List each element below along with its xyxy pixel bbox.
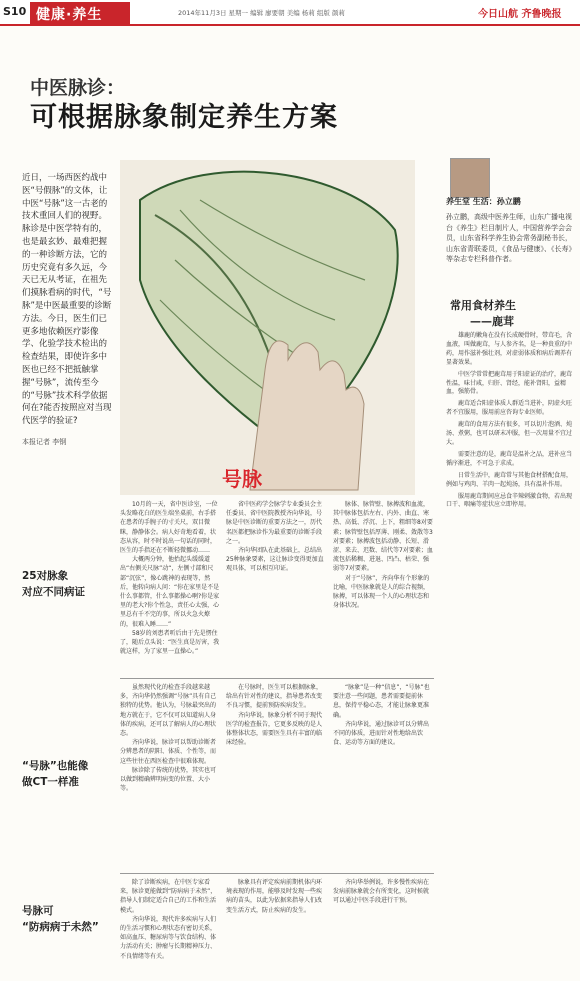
masthead [0,0,580,26]
author-photo [450,158,490,198]
article-column-2: 省中医药学会脉学专业委员会主任委员、省中医院教授齐向华说，号脉是中医诊断的重要方法之一，历代名医都把脉诊作为最重要的诊断手段之一。 齐向华团队在此基础上，总结出25种脉象要素，这让脉诊变得更加直观具体，可以相互印证。 [226,501,324,573]
sidebar-paragraph: 鹿茸适合阳虚体质人群适当进补，阴虚火旺者不宜服用，服用前应咨询专业医师。 [446,400,573,417]
hero-caption: 号脉 [222,467,262,491]
page-number: S10 [3,5,27,18]
article-column-8: 脉象具有评定疾病前期机体内环境表现的作用，能够及时发现一些疾病的苗头，以此为依据来指导人们改变生活方式，防止疾病的发生。 [226,879,323,914]
author-name: 养生堂 生活：孙立鹏 [446,197,521,206]
subhead-1: 25对脉象 对应不同病证 [22,570,85,598]
section-rule [120,678,434,679]
article-column-9: 齐向华举例说，许多慢性疾病在发病前脉象就会有所变化，这时候就可以通过中医手段进行干预。 [333,879,430,905]
issue-meta: 2014年11月3日 星期一 编辑 廖要朝 美编 杨莉 组版 颜莉 [178,9,345,17]
subhead-2: “号脉”也能像 做CT一样准 [22,760,89,788]
sidebar-paragraph: 鹿茸的食用方法有很多，可以切片泡酒、炖汤、煮粥，也可以研末冲服，但一次用量不宜过大。 [446,421,573,446]
article-byline: 本报记者 李钢 [22,438,67,446]
sidebar-paragraph: 服用鹿茸期间应忌食辛辣刺激食物，若出现口干、咽痛等症状应立即停用。 [446,492,573,509]
leaf-hand-illustration [120,160,415,495]
article-column-6: “脉象”是一种“信息”，“号脉”也要注意一些问题，患者需要提前休息，保持平稳心态，才能让脉象更准确。 齐向华说，通过脉诊可以分辨出不同的体质，进而针对性地给出饮食、运动等方面的建议。 [333,684,430,747]
sidebar-body [446,332,574,513]
article-column-3: 脉体、脉管壁、脉搏波和血流，其中脉体包括左右、内外、曲直、寒热、高低、浮沉、上下，粗细等8对要素；脉管壁包括厚薄、刚柔、敛散等3对要素；脉搏波包括动静、长短、滑涩、来去、迟数、结代等7对要素；血流包括稀稠、进退、凹凸、枯荣、强弱等7对要素。 对于“号脉”，齐向华有个形象的比喻，中医脉象就是人的综合视频，脉搏，可以体现一个人的心理状态和身体状况。 [333,501,433,610]
newspaper-brand: 今日山航 齐鲁晚报 [478,9,562,20]
article-column-1: 10月的一天，省中医诊室，一位头发略花白的医生端坐桌前，右手搭在患者的手腕子的寸关尺，双目微眯，静静体会。病人好奇地看着，状态从容，时不时说出一句话的同时，医生的手指还在不断轻微挪动…… 大概两分钟，他抬起头缓缓道出“右侧关尺脉”动“，左侧寸部和尺部“沉弦”，像心跳神的表现等，然后，他转向病人问：“你在家里是不是什么事都管，什么事都操心啊?你是家里的老大?你个性急，责任心太强，心里总有千不完的事，所以火急火燎的，很难入睡……” 58岁的刘患者听后由于先是愣住了，随后点头说：“医生真是厉害，我就这样，为了家里一直操心。” [120,501,220,656]
article-column-5: 在号脉时，医生可以根据脉象，给出有针对性的建议，指导患者改变不良习惯，提前预防疾病发生。 齐向华说，脉象分析不同于现代医学的检查报告，它更多反映的是人体整体状态，需要医生具有丰富的临床经验。 [226,684,323,747]
article-column-4: 虽然现代化的检查手段越来越多，齐向华仍然强调“号脉”具有自己独特的优势。他认为，号脉最突出的地方就在于，它不仅可以知道病人身体的疾病，还可以了解病人的心理状态。 齐向华说，脉诊可以帮助诊断者分辨患者的阴阳、体质、个性等，而这些往往在西医检查中很难体现。 脉诊除了传统的优势，其实也可以做到精确辨明病变的位置、大小等。 [120,684,217,793]
section-rule [120,873,434,874]
article-headline: 可根据脉象制定养生方案 [30,102,338,133]
author-bio: 孙立鹏，高级中医养生师，山东广播电视台《养生》栏目制片人，中国营养学会会员，山东省科学养生协会常务副秘书长，山东省青联委员，《食品与健康》、《长寿》等杂志专栏科普作者。 [446,213,572,263]
sidebar-paragraph: 雄鹿的嫩角在没有长成硬骨时，带茸毛，含血液，叫做鹿茸，与人参齐名，是一种贵重的中药，用作滋补强壮剂，对虚弱体质和病后调养有显著效果。 [446,332,573,366]
subhead-3: 号脉可 “防病病于未然” [22,905,99,933]
sidebar-paragraph: 中医学常常把鹿茸用于阳虚证的治疗，鹿茸性温，味甘咸，归肝、肾经，能补肾阳，益精血，强筋骨。 [446,370,573,396]
article-intro: 近日，一场西医约战中医“号假脉”的文体，让中医“号脉”这一古老的技术重回人们的视野。脉诊是中医学特有的，也是最玄妙、最难把握的一种诊断方法，它的历史究竟有多久远，今天已无从考证，在祖先们摸脉看病的时代，“号脉”是中医最重要的诊断方法。今日，医生们已更多地依赖医疗影像学、化验学技术检出的检查结果，即使许多中医也已经不把抵触掌握“号脉”，流传至今的“号脉”技术科学依据何在?能否按照应对当现代医学的验证? [22,173,112,427]
sidebar-paragraph: 日常生活中，鹿茸常与其他食材搭配食用，例如与鸡肉、羊肉一起炖汤，具有温补作用。 [446,471,573,488]
sidebar-paragraph: 需要注意的是，鹿茸是温补之品，进补应当循序渐进，不可急于求成。 [446,450,573,467]
hero-illustration [120,160,415,495]
sidebar-title: 常用食材养生 [450,299,516,312]
article-column-7: 除了诊断疾病，在中医专家看来，脉诊更能做到“防病病于未然”，指导人们制定适合自己的工作和生活模式。 齐向华说，现代许多疾病与人们的生活习惯和心理状态有密切关系，如高血压、糖尿病等与饮食结构、体力活动有关；肿瘤与长期精神压力、不良情绪等有关。 [120,879,217,960]
article-kicker: 中医脉诊： [30,77,126,99]
section-title: 健康·养生 [30,2,130,24]
sidebar-subtitle: ——鹿茸 [470,315,514,328]
